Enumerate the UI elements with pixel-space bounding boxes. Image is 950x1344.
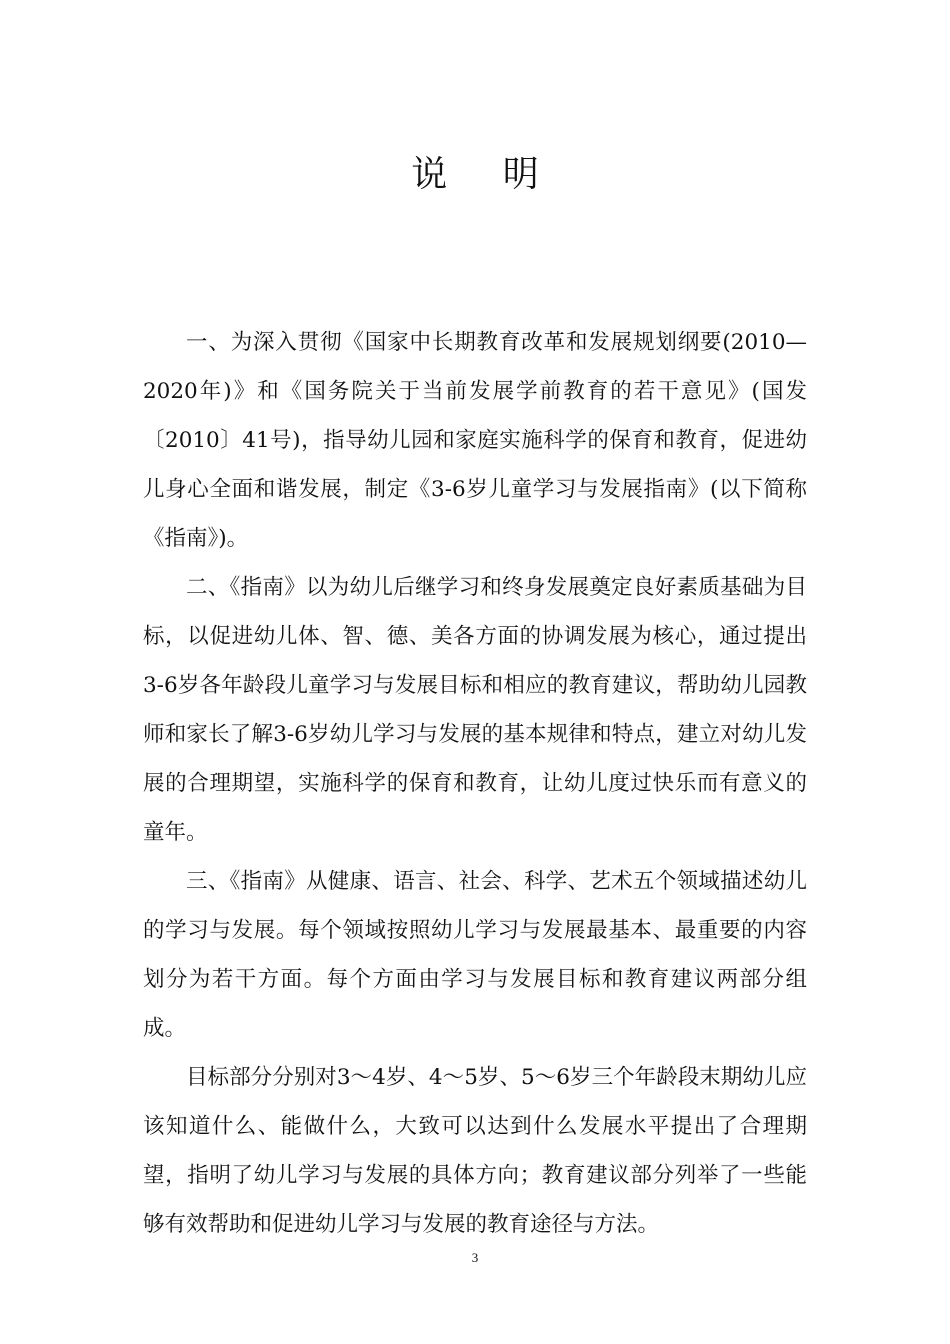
paragraph-2: 二、《指南》以为幼儿后继学习和终身发展奠定良好素质基础为目标，以促进幼儿体、智、德、美各方面的协调发展为核心，通过提出3-6岁各年龄段儿童学习与发展目标和相应的教育建议，帮助幼儿园教师和家长了解3-6岁幼儿学习与发展的基本规律和特点，建立对幼儿发展的合理期望，实施科学的保育和教育，让幼儿度过快乐而有意义的童年。 — [143, 575, 807, 845]
paragraph-4: 目标部分分别对3～4岁、4～5岁、5～6岁三个年龄段末期幼儿应该知道什么、能做什么，大致可以达到什么发展水平提出了合理期望，指明了幼儿学习与发展的具体方向；教育建议部分列举了一些能够有效帮助和促进幼儿学习与发展的教育途径与方法。 — [143, 1065, 807, 1237]
page-number: 3 — [471, 1250, 479, 1265]
paragraph-3: 三、《指南》从健康、语言、社会、科学、艺术五个领域描述幼儿的学习与发展。每个领域按照幼儿学习与发展最基本、最重要的内容划分为若干方面。每个方面由学习与发展目标和教育建议两部分组成。 — [143, 869, 807, 1041]
body-text — [143, 318, 807, 1249]
page-title: 说 明 — [411, 154, 561, 195]
paragraph-1: 一、为深入贯彻《国家中长期教育改革和发展规划纲要(2010—2020年)》和《国务院关于当前发展学前教育的若干意见》(国发〔2010〕41号)，指导幼儿园和家庭实施科学的保育和教育，促进幼儿身心全面和谐发展，制定《3-6岁儿童学习与发展指南》(以下简称《指南》)。 — [143, 330, 807, 551]
